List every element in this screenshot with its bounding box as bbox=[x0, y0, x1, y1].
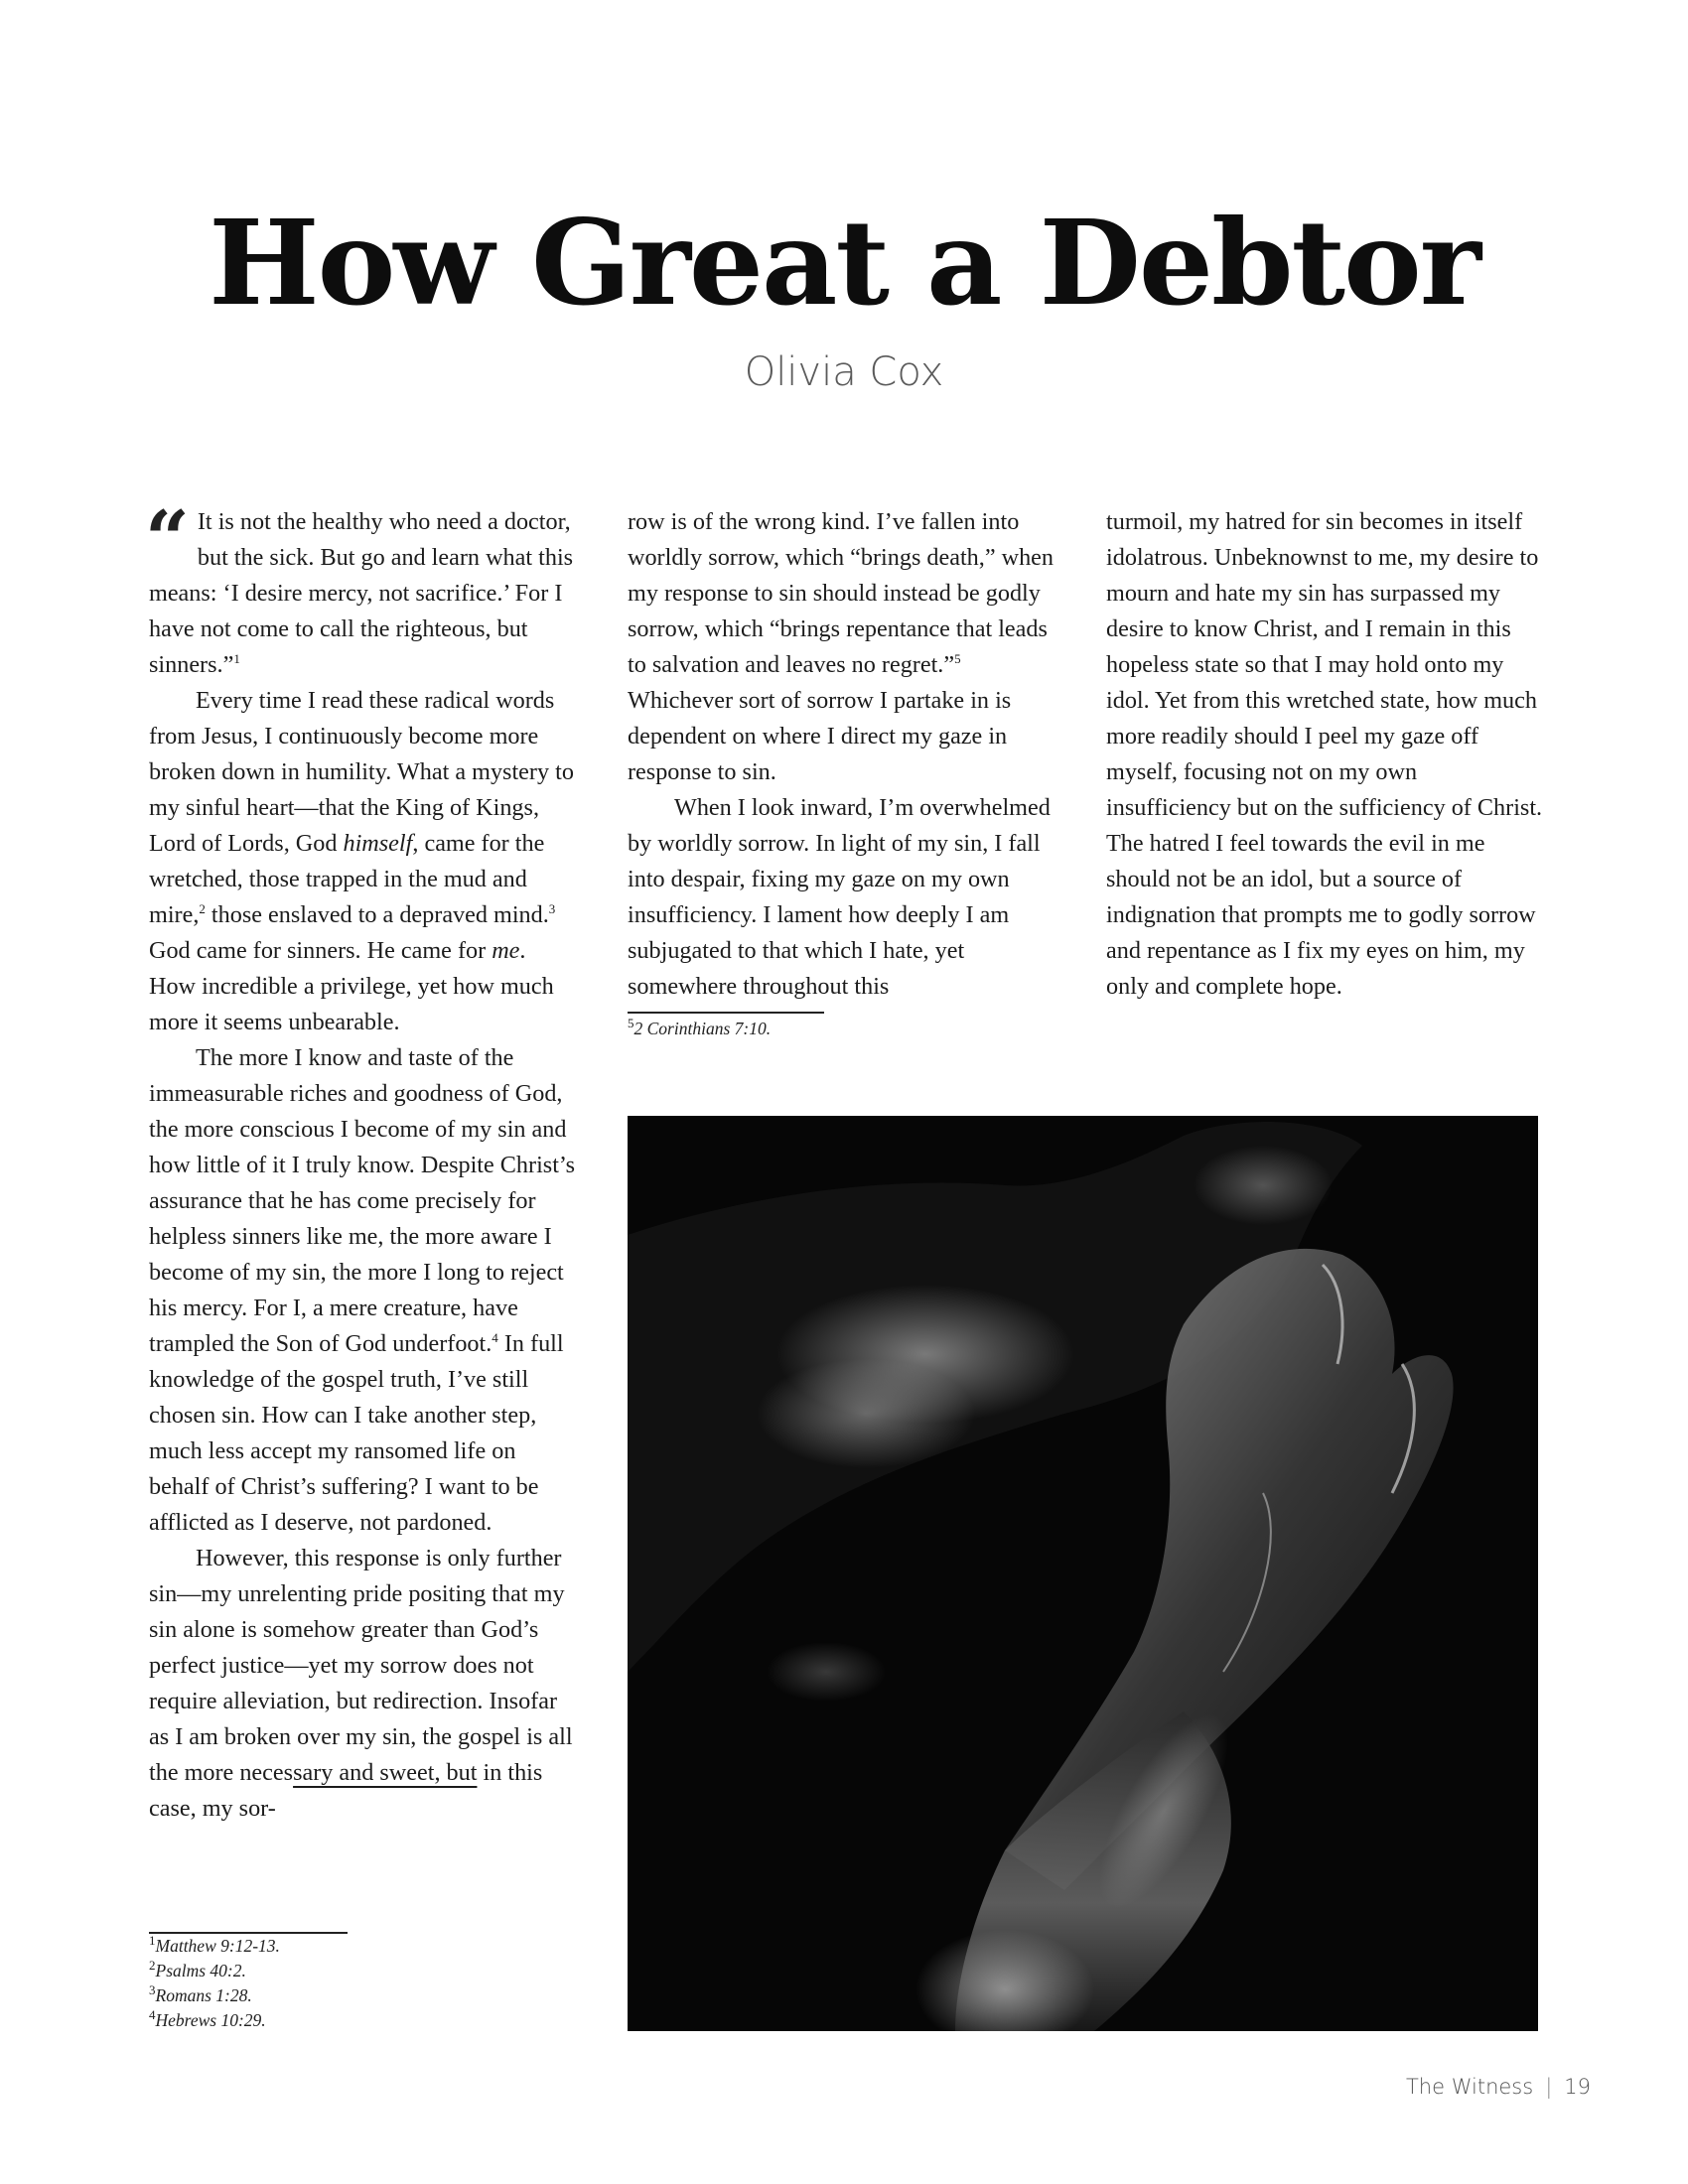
page-folio bbox=[1406, 2075, 1591, 2099]
footnote-3: $^3$Romans 1:28. bbox=[149, 1982, 252, 2005]
praying-hands-photo bbox=[628, 1116, 1538, 2031]
text-column-1 bbox=[145, 494, 578, 1827]
footnote-ref-1: 1 bbox=[233, 650, 240, 666]
paragraph: turmoil, my hatred for sin becomes in itself idolatrous. Unbeknownst to me, my desire to mourn and hate my sin has surpassed my desire to know Christ, and I remain in this hopeless state so that I may hold onto my idol. Yet from this wretched state, how much more readily should I peel my gaze off myself, focusing not on my own insufficiency but on the sufficiency of Christ. The hatred I feel towards the evil in me should not be an idol, but a source of indignation that prompts me to godly sorrow and repentance as I fix my eyes on him, my only and complete hope. bbox=[1106, 508, 1543, 1000]
paragraph: row is of the wrong kind. I’ve fallen into worldly sorrow, which “brings death,” when my response to sin should instead be godly sorrow, which “brings repentance that leads to salvation and leaves no regret.”$^5$ Whichever sort of sorrow I partake in is dependent on where I direct my gaze in response to sin. bbox=[628, 508, 1054, 785]
opening-quote-mark: “ bbox=[145, 494, 190, 585]
praying-hands-image bbox=[628, 1116, 1538, 2031]
footnote-ref-5: 5 bbox=[954, 650, 961, 666]
footnote-4: $^4$Hebrews 10:29. bbox=[149, 2007, 266, 2030]
footnote-ref-4: 4 bbox=[492, 1329, 498, 1345]
paragraph: The more I know and taste of the immeasurable riches and goodness of God, the more conscious I become of my sin and how little of it I truly know. Despite Christ’s assurance that he has come precisely for helpless sinners like me, the more aware I become of my sin, the more I long to reject his mercy. For I, a mere creature, have trampled the Son of God underfoot.$^4$ In full knowledge of the gospel truth, I’ve still chosen sin. How can I take another step, much less accept my ransomed life on behalf of Christ’s suffering? I want to be afflicted as I deserve, not pardoned. bbox=[149, 1044, 576, 1536]
opening-quote-paragraph: “ It is not the healthy who need a doctor, but the sick. But go and learn what this means: ‘I desire mercy, not sacrifice.’ For I have not come to call the righteous, but sinners.”$^1$ bbox=[145, 494, 574, 678]
footnote-1: $^1$Matthew 9:12-13. bbox=[149, 1933, 280, 1956]
folio-separator: | bbox=[1545, 2075, 1553, 2099]
footnotes-column-1 bbox=[149, 1934, 546, 2033]
publication-name: The Witness bbox=[1405, 2075, 1534, 2099]
text-column-2 bbox=[628, 504, 1064, 1005]
footnotes-column-2 bbox=[628, 1017, 1025, 1041]
footnote-ref-2: 2 bbox=[199, 900, 206, 916]
footnote-rule bbox=[628, 1012, 824, 1014]
paragraph: Every time I read these radical words from Jesus, I continuously become more broken down in humility. What a mystery to my sinful heart—that the King of Kings, Lord of Lords, God himself, came for the wretched, those trapped in the mud and mire,$^2$ those enslaved to a depraved mind.$^3$ God came for sinners. He came for me. How incredible a privilege, yet how much more it seems unbearable. bbox=[149, 687, 574, 1035]
text-column-3 bbox=[1106, 504, 1543, 1005]
paragraph: However, this response is only further sin—my unrelenting pride positing that my sin alone is somehow greater than God’s perfect justice—yet my sorrow does not require alleviation, but redirection. Insofar as I am broken over my sin, the gospel is all the more necessary and sweet, but in this case, my sor- bbox=[149, 1545, 573, 1822]
article-author: Olivia Cox bbox=[744, 349, 944, 395]
footnote-5: $^5$2 Corinthians 7:10. bbox=[628, 1016, 772, 1038]
page-number: 19 bbox=[1564, 2075, 1591, 2099]
paragraph: When I look inward, I’m overwhelmed by worldly sorrow. In light of my sin, I fall into despair, fixing my gaze on my own insufficiency. I lament how deeply I am subjugated to that which I hate, yet somewhere throughout this bbox=[628, 794, 1051, 1000]
article-title: How Great a Debtor bbox=[209, 194, 1479, 332]
footnote-2: $^2$Psalms 40:2. bbox=[149, 1958, 246, 1980]
footnote-ref-3: 3 bbox=[548, 900, 556, 916]
